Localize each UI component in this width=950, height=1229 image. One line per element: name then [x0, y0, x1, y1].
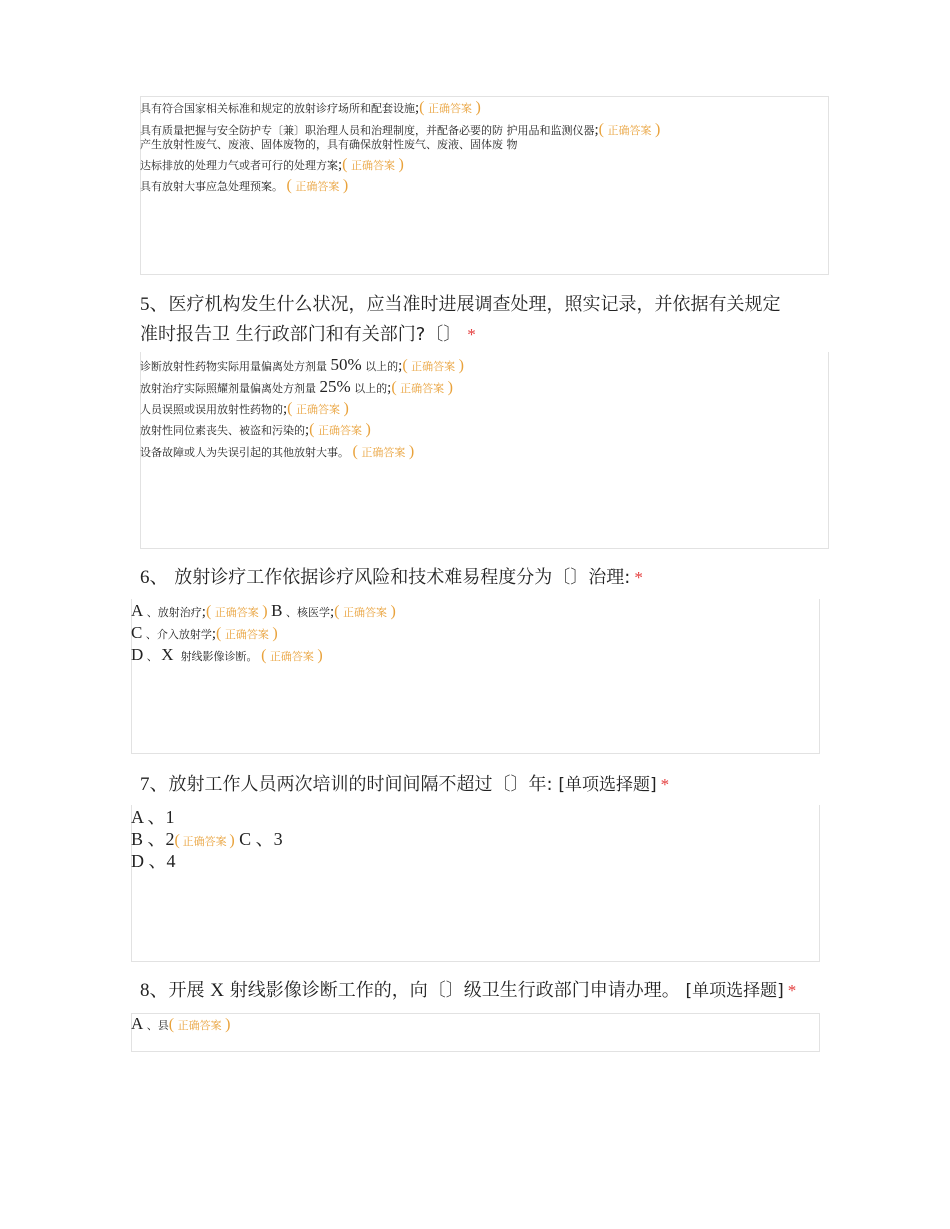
q6-title: 6、 放射诊疗工作依据诊疗风险和技术难易程度分为〔〕治理: *	[140, 567, 643, 588]
correct-answer-badge: ( 正确答案 )	[402, 357, 464, 374]
required-marker: *	[660, 775, 670, 794]
q5-option-1: 诊断放射性药物实际用量偏离处方剂量 50% 以上的;( 正确答案 )	[140, 355, 464, 374]
q5-title: 5、医疗机构发生什么状况，应当准时进展调查处理，照实记录，并依据有关规定 准时报告卫 生行政部门和有关部门?〔〕 *	[140, 294, 781, 345]
correct-answer-badge: ( 正确答案 )	[168, 1016, 231, 1033]
q8-title: 8、开展 X 射线影像诊断工作的，向〔〕级卫生行政部门申请办理。 [单项选择题] *	[140, 980, 797, 1001]
q4-option-3a: 产生放射性废气、废液、固体废物的，具有确保放射性废气、废液、固体废 物	[140, 138, 518, 151]
q7-title: 7、放射工作人员两次培训的时间间隔不超过〔〕年: [单项选择题] *	[140, 774, 670, 795]
correct-answer-badge: ( 正确答案 )	[419, 99, 481, 116]
q6-option-ab: A 、放射治疗;( 正确答案 ) B 、核医学;( 正确答案 )	[131, 601, 396, 620]
correct-answer-badge: ( 正确答案 )	[205, 603, 268, 620]
correct-answer-badge: ( 正确答案 )	[342, 156, 404, 173]
q4-option-2: 具有质量把握与安全防护专〔兼〕职治理人员和治理制度，并配备必要的防 护用品和监测仪器;( 正确答案 )	[140, 121, 661, 138]
q5-option-3: 人员误照或误用放射性药物的;( 正确答案 )	[140, 400, 349, 417]
q8-answer-box	[131, 1013, 820, 1052]
correct-answer-badge: ( 正确答案 )	[261, 647, 323, 664]
q5-option-4: 放射性同位素丧失、被盗和污染的;( 正确答案 )	[140, 421, 371, 438]
q7-option-bc: B 、2( 正确答案 ) C 、3	[131, 829, 283, 849]
required-marker: *	[787, 981, 797, 1000]
q4-option-3b: 达标排放的处理力气或者可行的处理方案;( 正确答案 )	[140, 156, 404, 173]
correct-answer-badge: ( 正确答案 )	[598, 121, 661, 138]
q6-option-d: D 、 X 射线影像诊断。 ( 正确答案 )	[131, 645, 323, 664]
correct-answer-badge: ( 正确答案 )	[352, 443, 415, 460]
correct-answer-badge: ( 正确答案 )	[216, 625, 278, 642]
required-marker: *	[467, 325, 476, 344]
q6-option-c: C 、介入放射学;( 正确答案 )	[131, 623, 278, 642]
q5-option-5: 设备故障或人为失误引起的其他放射大事。 ( 正确答案 )	[140, 443, 415, 460]
correct-answer-badge: ( 正确答案 )	[391, 379, 453, 396]
correct-answer-badge: ( 正确答案 )	[286, 177, 349, 194]
q6-answer-box	[131, 599, 820, 754]
q7-option-a: A 、1	[131, 807, 175, 827]
correct-answer-badge: ( 正确答案 )	[287, 400, 349, 417]
required-marker: *	[634, 568, 643, 587]
correct-answer-badge: ( 正确答案 )	[174, 832, 235, 849]
correct-answer-badge: ( 正确答案 )	[309, 421, 371, 438]
q7-option-d: D 、4	[131, 851, 176, 871]
q4-option-1: 具有符合国家相关标准和规定的放射诊疗场所和配套设施;( 正确答案 )	[140, 99, 481, 116]
q8-option-a: A 、县( 正确答案 )	[131, 1014, 231, 1033]
q5-option-2: 放射治疗实际照耀剂量偏离处方剂量 25% 以上的;( 正确答案 )	[140, 377, 453, 396]
correct-answer-badge: ( 正确答案 )	[334, 603, 396, 620]
q4-option-4: 具有放射大事应急处理预案。 ( 正确答案 )	[140, 177, 349, 194]
